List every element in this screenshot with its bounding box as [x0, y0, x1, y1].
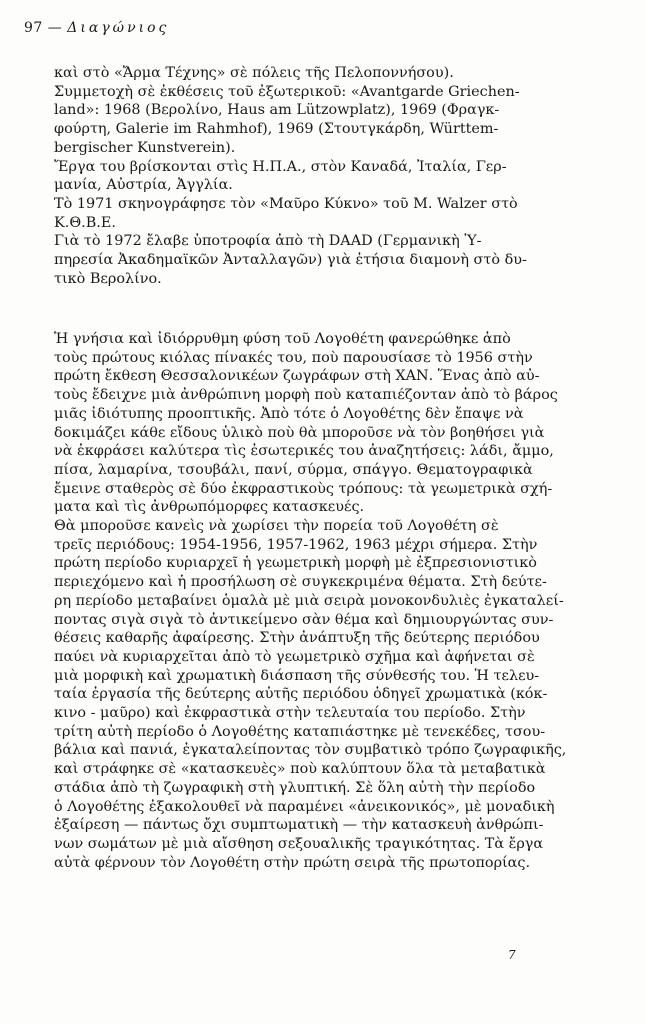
text-line: Κ.Θ.Β.Ε. — [54, 214, 116, 231]
text-line: ταία ἐργασία τῆς δεύτερης αὐτῆς περιόδου ὁδηγεῖ χρωματικὰ (κόκ- — [54, 686, 548, 703]
text-line: μανία, Αὐστρία, Ἀγγλία. — [54, 177, 233, 194]
text-line: καὶ στράφηκε σὲ «κατασκευὲς» ποὺ καλύπτουν ὅλα τὰ μεταβατικὰ — [54, 761, 546, 778]
text-line: τρίτη αὐτὴ περίοδο ὁ Λογοθέτης καταπιάστηκε μὲ τενεκέδες, τσου- — [54, 723, 546, 740]
text-line: περιεχόμενο καὶ ἡ προσήλωση σὲ συγκεκριμένα θέματα. Στὴ δεύτε- — [54, 574, 547, 591]
text-line: τοὺς πρώτους κιόλας πίνακές του, ποὺ παρουσίασε τὸ 1956 στὴν — [54, 349, 533, 366]
text-line: νων σωμάτων μὲ μιὰ αἴσθηση σεξουαλικῆς τραγικότητας. Τὰ ἔργα — [54, 835, 544, 852]
text-line: φούρτη, Galerie im Rahmhof), 1969 (Στουτγκάρδη, Württem- — [54, 121, 499, 138]
text-line: ποντας σιγὰ σιγὰ τὸ ἀντικείμενο σὰν θέμα καὶ δημιουργώντας συν- — [54, 611, 554, 628]
text-line: Τὸ 1971 σκηνογράφησε τὸν «Μαῦρο Κύκνο» τοῦ M. Walzer στὸ — [54, 195, 518, 212]
text-line: ὁ Λογοθέτης ἐξακολουθεῖ νὰ παραμένει «ἀνεικονικός», μὲ μοναδικὴ — [54, 798, 555, 815]
text-line: Ἡ γνήσια καὶ ἰδιόρρυθμη φύση τοῦ Λογοθέτη φανερώθηκε ἀπὸ — [54, 331, 511, 347]
text-line: νὰ ἐκφράσει καλύτερα τὶς ἐσωτερικές του ἀναζητήσεις: λάδι, ἄμμο, — [54, 443, 554, 460]
text-line: παύει νὰ κυριαρχεῖται ἀπὸ τὸ γεωμετρικὸ σχῆμα καὶ ἀφήνεται σὲ — [54, 648, 535, 665]
printer-signature-mark: 7 — [508, 948, 516, 962]
text-line: πρώτη ἔκθεση Θεσσαλονικέων ζωγράφων στὴ ΧΑΝ. Ἕνας ἀπὸ αὐ- — [54, 368, 540, 385]
text-line: αὐτὰ φέρνουν τὸν Λογοθέτη στὴν πρώτη σειρὰ τῆς πρωτοπορίας. — [54, 854, 531, 871]
critical-text-block — [54, 330, 585, 872]
text-line: land»: 1968 (Βερολίνο, Haus am Lützowplatz), 1969 (Φραγκ- — [54, 102, 500, 119]
text-line: ἐξαίρεση — πάντως ὄχι συμπτωματικὴ — τὴν κατασκευὴ ἀνθρώπι- — [54, 817, 544, 834]
text-line: κινο - μαῦρο) καὶ ἐκφραστικὰ στὴν τελευταία του περίοδο. Στὴν — [54, 705, 526, 722]
text-line: τρεῖς περιόδους: 1954-1956, 1957-1962, 1963 μέχρι σήμερα. Στὴν — [54, 536, 538, 553]
text-line: πίσα, λαμαρίνα, τσουβάλι, πανί, σύρμα, σπάγγο. Θεματογραφικὰ — [54, 461, 533, 478]
text-line: καὶ στὸ «Ἄρμα Τέχνης» σὲ πόλεις τῆς Πελοποννήσου). — [54, 65, 454, 81]
text-line: Θὰ μποροῦσε κανεὶς νὰ χωρίσει τὴν πορεία τοῦ Λογοθέτη σὲ — [54, 518, 499, 535]
text-line: δοκιμάζει κάθε εἴδους ὑλικὸ ποὺ θὰ μποροῦσε νὰ τὸν βοηθήσει γιὰ — [54, 424, 545, 441]
header-dash: — — [47, 20, 63, 36]
text-line: βάλια καὶ πανιά, ἐγκαταλείποντας τὸν συμβατικὸ τρόπο ζωγραφικῆς, — [54, 742, 567, 759]
text-line: μιὰ μορφικὴ καὶ χρωματικὴ διάσπαση τῆς σύνθεσής του. Ἡ τελευ- — [54, 667, 540, 684]
page-number: 97 — [24, 20, 43, 36]
text-line: θέσεις καθαρῆς ἀφαίρεσης. Στὴν ἀνάπτυξη τῆς δεύτερης περιόδου — [54, 630, 540, 647]
running-title: Διαγώνιος — [67, 20, 170, 36]
text-line: Ἔργα του βρίσκονται στὶς Η.Π.Α., στὸν Καναδά, Ἰταλία, Γερ- — [54, 158, 507, 175]
text-line: στάδια ἀπὸ τὴ ζωγραφικὴ στὴ γλυπτική. Σὲ ὅλη αὐτὴ τὴν περίοδο — [54, 779, 536, 796]
running-header — [24, 20, 169, 36]
text-line: μιᾶς ἰδιότυπης προοπτικῆς. Ἀπὸ τότε ὁ Λογοθέτης δὲν ἔπαψε νὰ — [54, 405, 524, 422]
text-line: τικὸ Βερολίνο. — [54, 270, 162, 287]
text-line: ματα καὶ τὶς ἀνθρωπόμορφες κατασκευές. — [54, 499, 365, 516]
text-line: πηρεσία Ἀκαδημαϊκῶν Ἀνταλλαγῶν) γιὰ ἐτήσια διαμονὴ στὸ δυ- — [54, 252, 527, 269]
text-line: ἔμεινε σταθερὸς σὲ δύο ἐκφραστικοὺς τρόπους: τὰ γεωμετρικὰ σχή- — [54, 480, 553, 497]
text-line: bergischer Kunstverein). — [54, 139, 236, 156]
text-line: ρη περίοδο μεταβαίνει ὁμαλὰ μὲ μιὰ σειρὰ μονοκονδυλιὲς ἐγκαταλεί- — [54, 592, 564, 609]
text-line: πρώτη περίοδο κυριαρχεῖ ἡ γεωμετρικὴ μορφὴ μὲ ἐξπρεσιονιστικὸ — [54, 555, 537, 572]
biography-block — [54, 64, 585, 288]
text-line: Γιὰ τὸ 1972 ἔλαβε ὑποτροφία ἀπὸ τὴ DAAD (Γερμανικὴ Ὑ- — [54, 233, 482, 250]
text-line: τοὺς ἔδειχνε μιὰ ἀνθρώπινη μορφὴ ποὺ καταπιέζονταν ἀπὸ τὸ βάρος — [54, 387, 558, 404]
text-line: Συμμετοχὴ σὲ ἐκθέσεις τοῦ ἐξωτερικοῦ: «Avantgarde Griechen- — [54, 83, 520, 100]
